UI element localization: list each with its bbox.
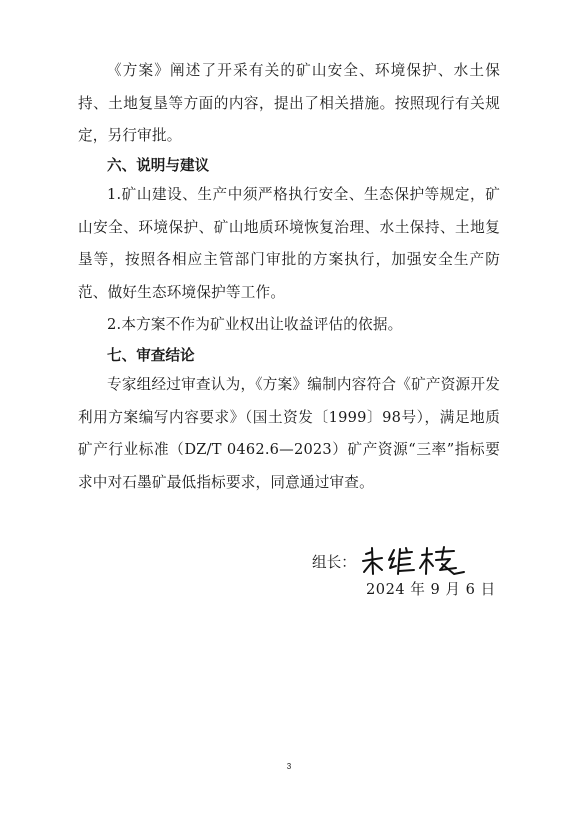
signature-label: 组长：: [312, 553, 356, 571]
section-7-body: 专家组经过审查认为，《方案》编制内容符合《矿产资源开发利用方案编写内容要求》（国土资发〔1999〕98号），满足地质矿产行业标准（DZ/T 0462.6—2023）矿产资源“三率”指标要求中对石墨矿最低指标要求，同意通过审查。: [78, 376, 500, 491]
page-number: 3: [286, 762, 292, 771]
section-6-item-1: 1.矿山建设、生产中须严格执行安全、生态保护等规定，矿山安全、环境保护、矿山地质环境恢复治理、水土保持、土地复垦等，按照各相应主管部门审批的方案执行，加强安全生产防范、做好生态环境保护等工作。: [78, 186, 500, 301]
section-6-heading: 六、说明与建议: [107, 157, 210, 174]
signature-row: [312, 543, 470, 579]
section-6-item-2: 2.本方案不作为矿业权出让收益评估的依据。: [107, 316, 403, 333]
intro-paragraph: 《方案》阐述了开采有关的矿山安全、环境保护、水土保持、土地复垦等方面的内容，提出了相关措施。按照现行有关规定，另行审批。: [78, 62, 500, 144]
signature-date: 2024 年 9 月 6 日: [366, 581, 496, 598]
section-7-heading: 七、审查结论: [107, 347, 195, 364]
handwritten-signature: [360, 544, 470, 578]
